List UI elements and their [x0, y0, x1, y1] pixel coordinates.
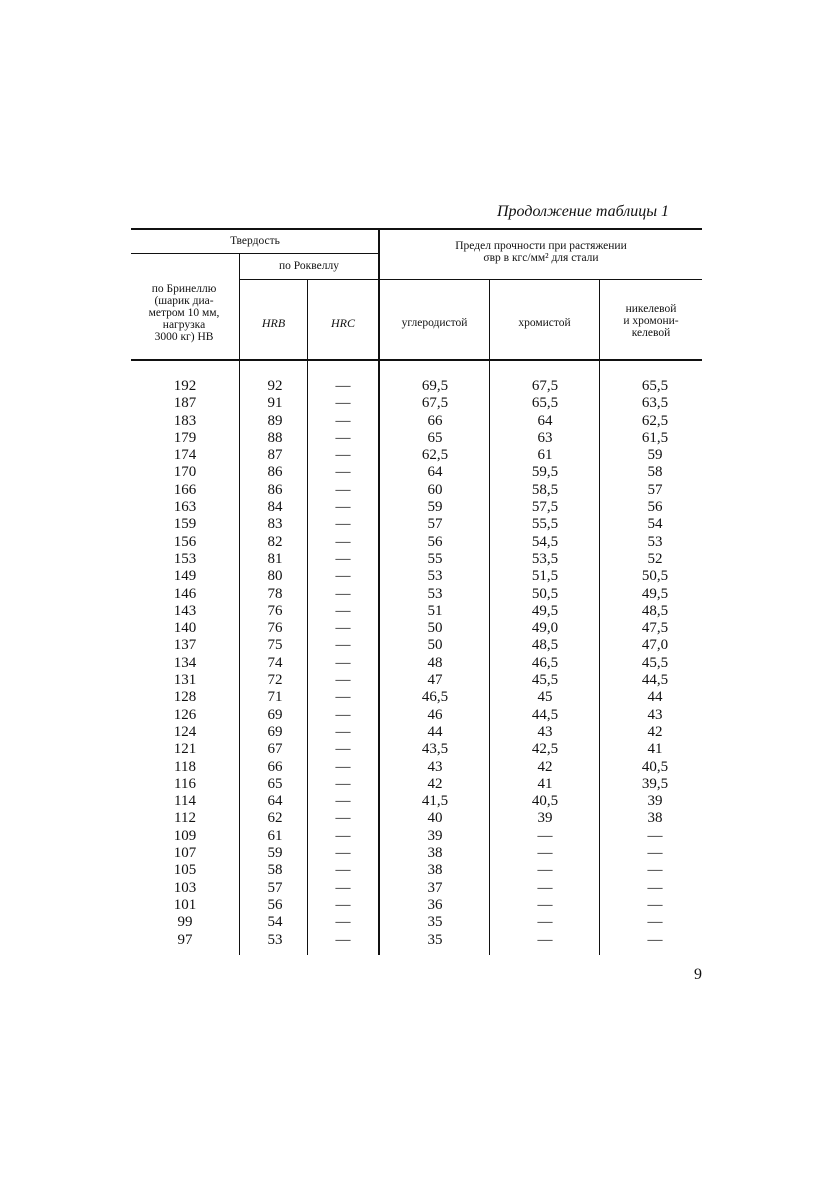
cell-hrb: 92: [267, 378, 283, 394]
cell-carbon: 53: [427, 568, 443, 585]
cell-hrb: 75: [267, 637, 283, 654]
cell-nickel: —: [647, 845, 663, 862]
cell-chromium: 41: [537, 775, 553, 792]
hardness-subrule: [131, 253, 378, 254]
rule-v4: [489, 279, 490, 955]
cell-hrc: —: [335, 827, 351, 844]
cell-chromium: 44,5: [531, 706, 559, 723]
cell-brinell: 140: [173, 620, 197, 637]
rule-v3: [378, 228, 380, 955]
cell-nickel: 53: [647, 533, 663, 550]
cell-hrb: 69: [267, 706, 283, 723]
cell-nickel: 65,5: [641, 378, 669, 394]
cell-brinell: 131: [173, 672, 197, 689]
cell-hrb: 82: [267, 533, 283, 550]
cell-carbon: 36: [427, 896, 443, 913]
cell-carbon: 46,5: [421, 689, 449, 706]
cell-chromium: 59,5: [531, 464, 559, 481]
cell-brinell: 124: [173, 723, 197, 740]
cell-carbon: 55: [427, 550, 443, 567]
cell-hrc: —: [335, 620, 351, 637]
cell-hrc: —: [335, 689, 351, 706]
cell-chromium: 42: [537, 758, 553, 775]
cell-nickel: —: [647, 827, 663, 844]
cell-carbon: 62,5: [421, 447, 449, 464]
cell-brinell: 143: [173, 602, 197, 619]
cell-chromium: 49,0: [531, 620, 559, 637]
cell-nickel: 54: [647, 516, 663, 533]
cell-hrc: —: [335, 464, 351, 481]
cell-hrc: —: [335, 602, 351, 619]
cell-hrb: 72: [267, 672, 283, 689]
column-carbon-steel: [410, 378, 460, 949]
cell-hrc: —: [335, 879, 351, 896]
cell-hrb: 62: [267, 810, 283, 827]
cell-carbon: 38: [427, 845, 443, 862]
cell-hrb: 84: [267, 499, 283, 516]
cell-hrb: 64: [267, 793, 283, 810]
header-brinell-line: 3000 кг) НВ: [154, 331, 214, 343]
cell-carbon: 44: [427, 723, 443, 740]
cell-chromium: —: [537, 896, 553, 913]
cell-hrc: —: [335, 585, 351, 602]
cell-brinell: 105: [173, 862, 197, 879]
cell-nickel: 40,5: [641, 758, 669, 775]
rule-v1: [239, 253, 240, 955]
rule-v2: [307, 279, 308, 955]
cell-carbon: 60: [427, 481, 443, 498]
cell-nickel: —: [647, 862, 663, 879]
cell-hrb: 89: [267, 412, 283, 429]
cell-hrb: 54: [267, 914, 283, 931]
cell-carbon: 57: [427, 516, 443, 533]
cell-chromium: —: [537, 827, 553, 844]
cell-nickel: 39,5: [641, 775, 669, 792]
cell-brinell: 187: [173, 395, 197, 412]
cell-chromium: 55,5: [531, 516, 559, 533]
cell-brinell: 134: [173, 654, 197, 671]
cell-brinell: 97: [177, 931, 193, 948]
cell-hrb: 67: [267, 741, 283, 758]
cell-carbon: 35: [427, 931, 443, 948]
cell-hrc: —: [335, 412, 351, 429]
cell-carbon: 53: [427, 585, 443, 602]
cell-chromium: 42,5: [531, 741, 559, 758]
cell-chromium: 51,5: [531, 568, 559, 585]
cell-chromium: 61: [537, 447, 553, 464]
cell-brinell: 99: [177, 914, 193, 931]
header-nickel-line: келевой: [631, 327, 671, 339]
cell-carbon: 69,5: [421, 378, 449, 394]
cell-nickel: 58: [647, 464, 663, 481]
cell-hrc: —: [335, 723, 351, 740]
cell-hrb: 76: [267, 620, 283, 637]
cell-chromium: —: [537, 862, 553, 879]
cell-hrc: —: [335, 550, 351, 567]
cell-brinell: 179: [173, 429, 197, 446]
cell-brinell: 149: [173, 568, 197, 585]
cell-hrc: —: [335, 741, 351, 758]
cell-chromium: 49,5: [531, 602, 559, 619]
header-brinell-line: по Бринеллю: [151, 283, 217, 295]
column-nickel-steel: [630, 378, 680, 949]
cell-nickel: 47,5: [641, 620, 669, 637]
cell-hrb: 83: [267, 516, 283, 533]
cell-hrc: —: [335, 654, 351, 671]
cell-hrb: 86: [267, 464, 283, 481]
cell-carbon: 43,5: [421, 741, 449, 758]
cell-brinell: 109: [173, 827, 197, 844]
cell-brinell: 166: [173, 481, 197, 498]
cell-hrc: —: [335, 810, 351, 827]
cell-carbon: 46: [427, 706, 443, 723]
page-title: Продолжение таблицы 1: [497, 203, 670, 220]
cell-hrc: —: [335, 568, 351, 585]
cell-chromium: —: [537, 914, 553, 931]
header-carbon-steel: углеродистой: [401, 317, 468, 329]
cell-nickel: 61,5: [641, 429, 669, 446]
cell-hrb: 59: [267, 845, 283, 862]
cell-brinell: 107: [173, 845, 197, 862]
page-number: 9: [694, 966, 702, 983]
cell-hrc: —: [335, 637, 351, 654]
strength-subrule: [378, 279, 702, 280]
cell-carbon: 47: [427, 672, 443, 689]
header-brinell-line: (шарик диа-: [154, 295, 214, 307]
cell-chromium: 64: [537, 412, 553, 429]
cell-hrb: 81: [267, 550, 283, 567]
header-chromium-steel: хромистой: [518, 317, 571, 329]
cell-chromium: —: [537, 931, 553, 948]
cell-carbon: 43: [427, 758, 443, 775]
cell-hrc: —: [335, 516, 351, 533]
cell-hrc: —: [335, 758, 351, 775]
cell-brinell: 128: [173, 689, 197, 706]
header-nickel-line: никелевой: [625, 303, 677, 315]
table-top-rule: [131, 228, 702, 230]
cell-nickel: —: [647, 896, 663, 913]
cell-nickel: 57: [647, 481, 663, 498]
cell-chromium: 43: [537, 723, 553, 740]
cell-nickel: 39: [647, 793, 663, 810]
cell-hrc: —: [335, 429, 351, 446]
cell-nickel: 50,5: [641, 568, 669, 585]
cell-hrb: 88: [267, 429, 283, 446]
header-bottom-rule: [131, 359, 702, 361]
cell-carbon: 35: [427, 914, 443, 931]
cell-hrb: 58: [267, 862, 283, 879]
cell-nickel: 47,0: [641, 637, 669, 654]
cell-hrc: —: [335, 672, 351, 689]
cell-carbon: 48: [427, 654, 443, 671]
cell-hrc: —: [335, 914, 351, 931]
cell-brinell: 112: [174, 810, 196, 827]
cell-hrb: 66: [267, 758, 283, 775]
cell-brinell: 192: [173, 378, 197, 394]
header-brinell-line: нагрузка: [162, 319, 206, 331]
cell-nickel: 63,5: [641, 395, 669, 412]
cell-chromium: 40,5: [531, 793, 559, 810]
header-rockwell: по Роквеллу: [279, 260, 339, 272]
cell-nickel: 44,5: [641, 672, 669, 689]
cell-nickel: 48,5: [641, 602, 669, 619]
cell-nickel: —: [647, 879, 663, 896]
rule-v5: [599, 279, 600, 955]
column-hrc: [318, 378, 368, 949]
cell-chromium: 67,5: [531, 378, 559, 394]
cell-nickel: —: [647, 931, 663, 948]
header-brinell: [131, 283, 237, 343]
cell-carbon: 65: [427, 429, 443, 446]
cell-hrb: 56: [267, 896, 283, 913]
cell-brinell: 116: [174, 775, 196, 792]
cell-hrb: 69: [267, 723, 283, 740]
cell-brinell: 183: [173, 412, 197, 429]
cell-carbon: 50: [427, 620, 443, 637]
header-hrb: HRB: [261, 316, 286, 330]
column-brinell: [160, 378, 210, 949]
cell-brinell: 103: [173, 879, 197, 896]
cell-hrc: —: [335, 533, 351, 550]
cell-carbon: 50: [427, 637, 443, 654]
cell-nickel: 38: [647, 810, 663, 827]
cell-carbon: 40: [427, 810, 443, 827]
cell-chromium: 53,5: [531, 550, 559, 567]
cell-carbon: 64: [427, 464, 443, 481]
cell-brinell: 114: [174, 793, 196, 810]
cell-hrc: —: [335, 706, 351, 723]
header-strength: [380, 240, 702, 264]
column-hrb: [250, 378, 300, 949]
column-chromium-steel: [520, 378, 570, 949]
cell-carbon: 56: [427, 533, 443, 550]
cell-brinell: 118: [174, 758, 196, 775]
cell-carbon: 51: [427, 602, 443, 619]
cell-nickel: 52: [647, 550, 663, 567]
cell-chromium: 54,5: [531, 533, 559, 550]
cell-hrc: —: [335, 499, 351, 516]
header-strength-line: σвр в кгс/мм² для стали: [483, 252, 599, 264]
header-nickel-line: и хромони-: [623, 315, 679, 327]
cell-chromium: 65,5: [531, 395, 559, 412]
cell-hrc: —: [335, 378, 351, 394]
cell-hrb: 71: [267, 689, 283, 706]
cell-hrb: 53: [267, 931, 283, 948]
cell-chromium: 63: [537, 429, 553, 446]
cell-nickel: 43: [647, 706, 663, 723]
cell-brinell: 153: [173, 550, 197, 567]
cell-nickel: 56: [647, 499, 663, 516]
cell-hrb: 91: [267, 395, 283, 412]
cell-hrc: —: [335, 931, 351, 948]
cell-carbon: 38: [427, 862, 443, 879]
header-hrc: HRC: [331, 316, 355, 330]
cell-chromium: 58,5: [531, 481, 559, 498]
rockwell-subrule: [240, 279, 378, 280]
cell-hrc: —: [335, 845, 351, 862]
cell-brinell: 137: [173, 637, 197, 654]
cell-nickel: 44: [647, 689, 663, 706]
cell-brinell: 101: [173, 896, 197, 913]
cell-brinell: 126: [173, 706, 197, 723]
cell-hrc: —: [335, 793, 351, 810]
cell-brinell: 121: [173, 741, 197, 758]
cell-brinell: 174: [173, 447, 197, 464]
cell-hrc: —: [335, 481, 351, 498]
cell-hrc: —: [335, 775, 351, 792]
cell-hrb: 80: [267, 568, 283, 585]
header-brinell-line: метром 10 мм,: [148, 307, 220, 319]
cell-chromium: 57,5: [531, 499, 559, 516]
cell-carbon: 39: [427, 827, 443, 844]
cell-hrb: 87: [267, 447, 283, 464]
cell-hrb: 86: [267, 481, 283, 498]
cell-carbon: 67,5: [421, 395, 449, 412]
cell-nickel: 49,5: [641, 585, 669, 602]
cell-hrc: —: [335, 447, 351, 464]
cell-chromium: 39: [537, 810, 553, 827]
cell-hrb: 74: [267, 654, 283, 671]
cell-carbon: 66: [427, 412, 443, 429]
cell-hrb: 57: [267, 879, 283, 896]
cell-chromium: —: [537, 845, 553, 862]
cell-hrb: 65: [267, 775, 283, 792]
cell-hrb: 78: [267, 585, 283, 602]
cell-brinell: 156: [173, 533, 197, 550]
cell-chromium: 45,5: [531, 672, 559, 689]
cell-chromium: 46,5: [531, 654, 559, 671]
cell-brinell: 146: [173, 585, 197, 602]
cell-nickel: 45,5: [641, 654, 669, 671]
cell-carbon: 59: [427, 499, 443, 516]
cell-chromium: —: [537, 879, 553, 896]
cell-nickel: —: [647, 914, 663, 931]
cell-hrc: —: [335, 862, 351, 879]
cell-hrb: 61: [267, 827, 283, 844]
cell-chromium: 45: [537, 689, 553, 706]
cell-chromium: 48,5: [531, 637, 559, 654]
cell-brinell: 163: [173, 499, 197, 516]
cell-nickel: 42: [647, 723, 663, 740]
cell-carbon: 41,5: [421, 793, 449, 810]
header-hardness: Твердость: [230, 235, 280, 247]
cell-chromium: 50,5: [531, 585, 559, 602]
cell-nickel: 62,5: [641, 412, 669, 429]
cell-hrc: —: [335, 896, 351, 913]
header-nickel-steel: [600, 303, 702, 339]
cell-hrb: 76: [267, 602, 283, 619]
cell-carbon: 42: [427, 775, 443, 792]
cell-brinell: 170: [173, 464, 197, 481]
cell-nickel: 59: [647, 447, 663, 464]
cell-nickel: 41: [647, 741, 663, 758]
cell-hrc: —: [335, 395, 351, 412]
cell-brinell: 159: [173, 516, 197, 533]
cell-carbon: 37: [427, 879, 443, 896]
header-strength-line: Предел прочности при растяжении: [455, 240, 627, 252]
